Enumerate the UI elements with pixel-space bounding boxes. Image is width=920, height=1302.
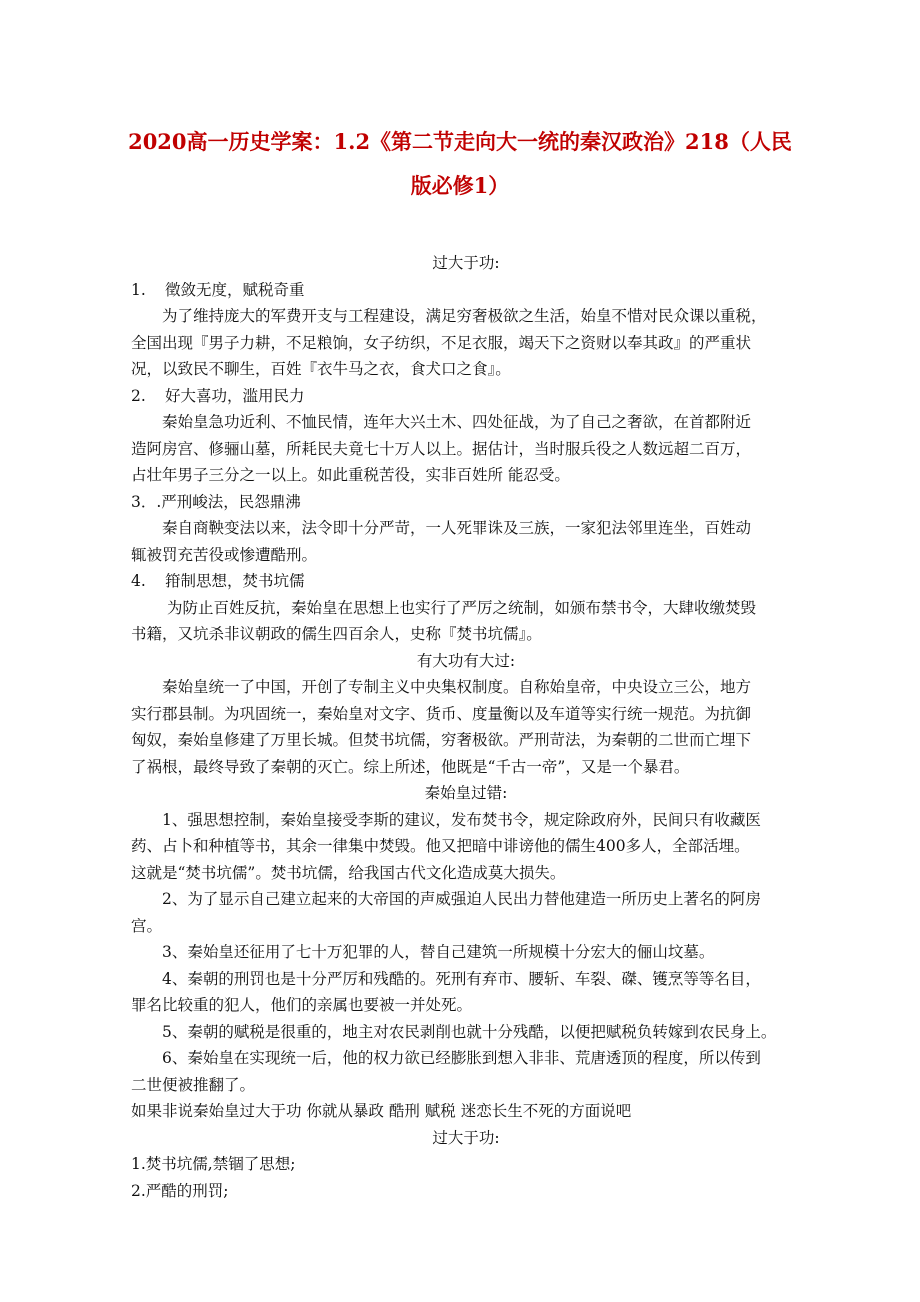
section-heading: 有大功有大过: [416, 651, 516, 670]
paragraph-line: 3、秦始皇还征用了七十万犯罪的人，替自己建筑一所规模十分宏大的俪山坟墓。 [162, 943, 715, 961]
list-item-heading [131, 277, 801, 304]
section-heading: 过大于功: [432, 1128, 500, 1147]
paragraph-line: 占壮年男子三分之一以上。如此重税苦役，实非百姓所 能忍受。 [131, 466, 570, 484]
title-line-2: 版必修1） [410, 173, 510, 198]
paragraph-line: 药、占卜和种植等书，其余一律集中焚毁。他又把暗中诽谤他的儒生400多人，全部活埋。 [131, 837, 750, 855]
list-heading-text: 徵敛无度，赋税奇重 [165, 280, 305, 299]
paragraph-line: 1、强思想控制，秦始皇接受李斯的建议，发布焚书令，规定除政府外，民间只有收藏医 [162, 810, 761, 829]
list-number: 4. [131, 572, 146, 590]
paragraph-line: 辄被罚充苦役或惨遭酷刑。 [131, 545, 318, 564]
list-item: 2.严酷的刑罚; [131, 1181, 229, 1200]
paragraph-line: 秦始皇急功近利、不恤民情，连年大兴土木、四处征战，为了自己之奢欲，在首都附近 [162, 413, 752, 431]
paragraph-line: 况，以致民不聊生，百姓『衣牛马之衣，食犬口之食』。 [131, 360, 511, 378]
list-item-heading [131, 568, 801, 595]
paragraph-line: 6、秦始皇在实现统一后，他的权力欲已经膨胀到想入非非、荒唐透顶的程度，所以传到 [162, 1049, 761, 1067]
document-title [118, 120, 802, 208]
paragraph-line: 4、秦朝的刑罚也是十分严厉和残酷的。死刑有弃市、腰斩、车裂、磔、镬烹等等名目， [162, 969, 761, 988]
paragraph-line: 这就是“焚书坑儒”。焚书坑儒，给我国古代文化造成莫大损失。 [131, 863, 566, 882]
paragraph-line: 5、秦朝的赋税是很重的，地主对农民剥削也就十分残酷，以便把赋税负转嫁到农民身上。 [162, 1022, 777, 1041]
list-number: 1. [131, 280, 146, 299]
section-heading: 过大于功: [432, 254, 500, 272]
paragraph-line: 秦始皇统一了中国，开创了专制主义中央集权制度。自称始皇帝，中央设立三公，地方 [162, 678, 752, 696]
paragraph-line: 2、为了显示自己建立起来的大帝国的声威强迫人民出力替他建造一所历史上著名的阿房 [162, 890, 761, 908]
paragraph-line: 二世便被推翻了。 [131, 1075, 256, 1094]
paragraph-line: 实行郡县制。为巩固统一，秦始皇对文字、货币、度量衡以及车道等实行统一规范。为抗御 [131, 704, 752, 723]
list-heading-text: 箝制思想，焚书坑儒 [165, 572, 305, 590]
list-item-heading: 3．.严刑峻法，民怨鼎沸 [131, 492, 301, 511]
paragraph-line: 宫。 [131, 916, 163, 935]
title-line-1: 2020高一历史学案：1.2《第二节走向大一统的秦汉政治》218（人民 [128, 129, 792, 154]
list-item: 1.焚书坑儒,禁锢了思想; [131, 1155, 296, 1173]
paragraph-line: 如果非说秦始皇过大于功 你就从暴政 酷刑 赋税 迷恋长生不死的方面说吧 [131, 1102, 632, 1120]
list-heading-text: 好大喜功，滥用民力 [165, 386, 305, 405]
paragraph-line: 全国出现『男子力耕，不足粮饷，女子纺织，不足衣服，竭天下之资财以奉其政』的严重状 [131, 333, 752, 352]
paragraph-line: 秦自商鞅变法以来，法令即十分严苛，一人死罪诛及三族，一家犯法邻里连坐，百姓动 [162, 519, 752, 537]
paragraph-line: 造阿房宫、修骊山墓，所耗民夫竟七十万人以上。据估计，当时服兵役之人数远超二百万， [131, 439, 752, 458]
list-item-heading [131, 383, 801, 410]
list-number: 2. [131, 386, 146, 405]
paragraph-line: 罪名比较重的犯人，他们的亲属也要被一并处死。 [131, 996, 473, 1014]
paragraph-line: 为防止百姓反抗，秦始皇在思想上也实行了严厉之统制，如颁布禁书令，大肆收缴焚毁 [167, 598, 757, 617]
paragraph-line: 书籍，又坑杀非议朝政的儒生四百余人，史称『焚书坑儒』。 [131, 625, 542, 643]
paragraph-line: 为了维持庞大的军费开支与工程建设，满足穷奢极欲之生活，始皇不惜对民众课以重税， [162, 307, 767, 325]
document-body [131, 250, 801, 1204]
paragraph-line: 匈奴，秦始皇修建了万里长城。但焚书坑儒，穷奢极欲。严刑苛法，为秦朝的二世而亡埋下 [131, 731, 752, 749]
paragraph-line: 了祸根，最终导致了秦朝的灭亡。综上所述，他既是“千古一帝”，又是一个暴君。 [131, 757, 690, 776]
section-heading: 秦始皇过错: [424, 784, 508, 802]
